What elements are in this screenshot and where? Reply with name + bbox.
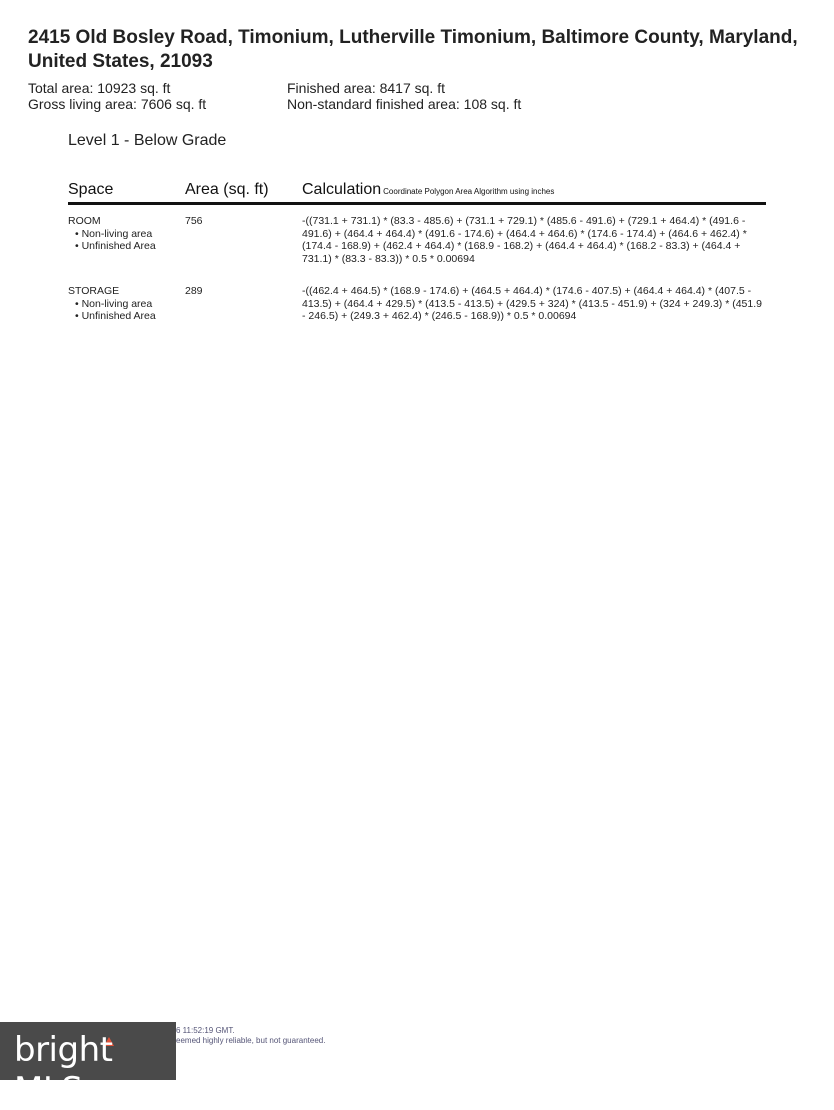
table-header bbox=[68, 178, 766, 205]
level-title: Level 1 - Below Grade bbox=[68, 132, 227, 149]
row-space bbox=[68, 285, 183, 323]
row-calculation: -((462.4 + 464.5) * (168.9 - 174.6) + (464.5 + 464.4) * (174.6 - 407.5) + (464.4 + 464.4) * (407.5 - 413.5) + (464.4 + 429.5) * (413.5 - 413.5) + (429.5 + 324) * (413.5 - 451.9) + (324 + 249.3) * (451.9 - 246.5) + (249.3 + 462.4) * (246.5 - 168.9)) * 0.5 * 0.00694 bbox=[302, 285, 762, 322]
row-space bbox=[68, 215, 183, 253]
header-area: Area (sq. ft) bbox=[185, 181, 269, 198]
row-area: 289 bbox=[185, 285, 203, 297]
header-calculation-label: Calculation bbox=[302, 181, 382, 198]
table-row bbox=[68, 215, 766, 285]
logo-wordmark: bright MLS bbox=[14, 1030, 113, 1110]
finished-area: Finished area: 8417 sq. ft bbox=[287, 80, 445, 96]
total-area: Total area: 10923 sq. ft bbox=[28, 80, 171, 96]
stats-column-right bbox=[287, 80, 521, 112]
space-tag: • Unfinished Area bbox=[75, 310, 156, 322]
space-tag: • Non-living area bbox=[75, 297, 153, 310]
header-calculation-note: Coordinate Polygon Area Algorithm using inches bbox=[383, 187, 555, 196]
bright-mls-logo bbox=[0, 1022, 176, 1110]
row-area: 756 bbox=[185, 215, 203, 227]
gross-living-area: Gross living area: 7606 sq. ft bbox=[28, 96, 207, 112]
property-address: 2415 Old Bosley Road, Timonium, Lutherville Timonium, Baltimore County, Maryland, United States, 21093 bbox=[28, 27, 798, 72]
header-space: Space bbox=[68, 181, 114, 198]
table-row bbox=[68, 285, 766, 325]
space-name: STORAGE bbox=[68, 285, 120, 297]
space-name: ROOM bbox=[68, 215, 101, 227]
stats-column-left bbox=[28, 80, 206, 112]
header-calculation bbox=[302, 180, 554, 202]
footer-reliability-note: eemed highly reliable, but not guaranteed. bbox=[176, 1036, 326, 1045]
space-tag: • Unfinished Area bbox=[75, 240, 156, 252]
footer-timestamp: 6 11:52:19 GMT. bbox=[176, 1026, 235, 1035]
footer-disclaimer bbox=[176, 1026, 325, 1046]
non-standard-finished-area: Non-standard finished area: 108 sq. ft bbox=[287, 96, 522, 112]
row-calculation: -((731.1 + 731.1) * (83.3 - 485.6) + (731.1 + 729.1) * (485.6 - 491.6) + (729.1 + 464.4) * (491.6 - 491.6) + (464.4 + 464.4) * (491.6 - 174.6) + (464.4 + 464.6) * (174.6 - 174.4) + (464.6 + 462.4) * (174.4 - 168.9) + (462.4 + 464.4) * (168.9 - 168.2) + (464.4 + 464.4) * (168.2 - 83.3) + (464.4 + 731.1) * (83.3 - 83.3)) * 0.5 * 0.00694 bbox=[302, 215, 747, 265]
space-tag: • Non-living area bbox=[75, 227, 153, 240]
area-calculation-table bbox=[68, 178, 766, 325]
